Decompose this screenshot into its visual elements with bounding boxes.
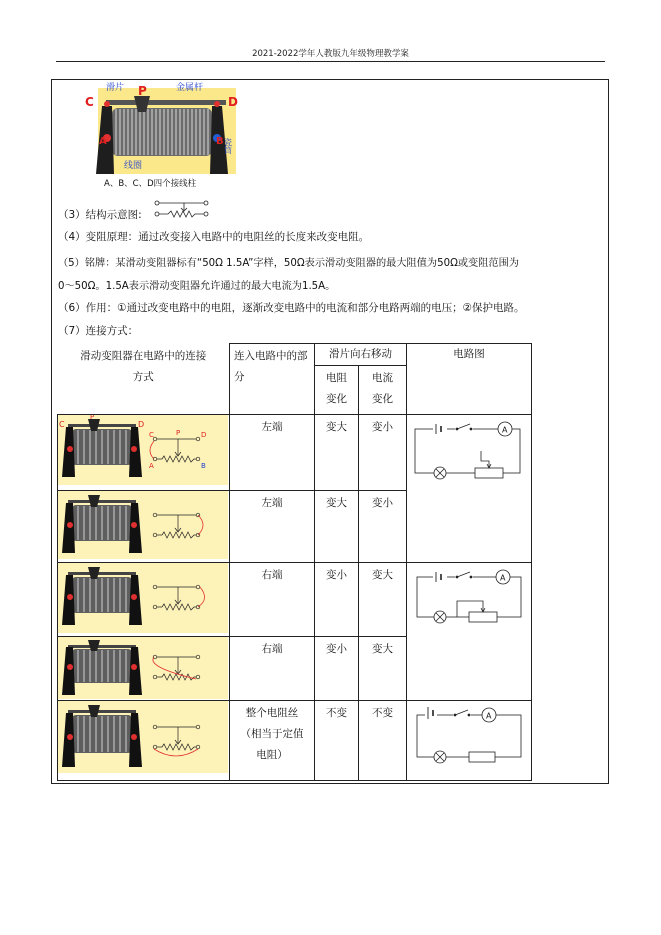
- row2-part: 左端: [230, 491, 315, 563]
- row3-resistance: 变小: [315, 563, 359, 637]
- figure-label-d: D: [228, 95, 238, 109]
- row4-current: 变大: [359, 637, 407, 701]
- row1-part: 左端: [230, 415, 315, 491]
- rheostat-photo-cell: [58, 637, 230, 701]
- rheostat-photo: [58, 415, 228, 485]
- rheostat-photo: [58, 563, 228, 633]
- photo-b-inset: B: [201, 462, 206, 470]
- row2-resistance: 变大: [315, 491, 359, 563]
- figure-label-coil: 线圈: [124, 161, 143, 171]
- rheostat-photo: [58, 491, 228, 559]
- row1-resistance: 变大: [315, 415, 359, 491]
- row1-current: 变小: [359, 415, 407, 491]
- circuit-diagram-3: [407, 703, 530, 771]
- figure-label-a: A: [99, 136, 107, 147]
- item-structure: （3）结构示意图:: [58, 209, 142, 221]
- figure-label-p: P: [138, 84, 147, 98]
- photo-p-inset: P: [176, 429, 181, 437]
- figure-label-rod: 金属杆: [176, 83, 204, 93]
- header-rule: [56, 61, 605, 62]
- header-circuit: 电路图: [407, 344, 532, 415]
- figure-label-c: C: [85, 95, 94, 109]
- photo-d-inset: D: [201, 431, 207, 439]
- header-current: 电流变化: [359, 366, 407, 415]
- table-row: [58, 563, 532, 637]
- header-move: 滑片向右移动: [315, 344, 407, 366]
- rheostat-photo-cell: [58, 563, 230, 637]
- photo-d: D: [138, 420, 145, 429]
- row4-part: 右端: [230, 637, 315, 701]
- photo-a-inset: A: [149, 462, 154, 470]
- item-nameplate-line2: 0～50Ω。1.5A表示滑动变阻器允许通过的最大电流为1.5A。: [58, 281, 336, 292]
- figure-label-b: B: [216, 136, 224, 147]
- header-resistance: 电阻变化: [315, 366, 359, 415]
- row3-current: 变大: [359, 563, 407, 637]
- header-part: 连入电路中的部分: [230, 344, 315, 415]
- page-header: 2021-2022学年人教版九年级物理教学案: [252, 49, 409, 59]
- rheostat-photo-cell: [58, 701, 230, 781]
- circuit-diagram-2: [407, 565, 530, 627]
- row5-current: 不变: [359, 701, 407, 781]
- structure-diagram: [154, 199, 210, 219]
- circuit-diagram-1: [407, 417, 530, 487]
- item-principle: （4）变阻原理：通过改变接入电路中的电阻丝的长度来改变电阻。: [58, 231, 370, 243]
- row4-resistance: 变小: [315, 637, 359, 701]
- rheostat-photo: [58, 701, 228, 773]
- ammeter-label-2: A: [500, 573, 506, 583]
- item-connection: （7）连接方式：: [58, 325, 139, 337]
- rheostat-photo-cell: [58, 491, 230, 563]
- ammeter-label-1: A: [502, 425, 508, 435]
- circuit-cell-3: [407, 701, 532, 781]
- figure-label-slider: 滑片: [106, 83, 125, 93]
- rheostat-photo: [58, 637, 228, 699]
- row2-current: 变小: [359, 491, 407, 563]
- photo-c-inset: C: [149, 431, 154, 439]
- figure-label-tube: 瓷筒: [223, 138, 233, 154]
- ammeter-label-3: A: [486, 711, 492, 721]
- item-function: （6）作用：①通过改变电路中的电阻，逐渐改变电路中的电流和部分电路两端的电压；②保护电路。: [58, 302, 525, 314]
- item-nameplate-line1: （5）铭牌：某滑动变阻器标有“50Ω 1.5A”字样，50Ω表示滑动变阻器的最大阻值为50Ω或变阻范围为: [58, 258, 519, 269]
- table-row: [58, 701, 532, 781]
- circuit-cell-2: [407, 563, 532, 701]
- rheostat-photo-cell: [58, 415, 230, 491]
- row5-part: 整个电阻丝（相当于定值电阻）: [230, 701, 315, 781]
- row3-part: 右端: [230, 563, 315, 637]
- connection-table: [57, 343, 532, 781]
- circuit-cell-1: [407, 415, 532, 563]
- figure-caption: A、B、C、D四个接线柱: [104, 179, 197, 189]
- photo-p: P: [90, 415, 95, 421]
- row5-resistance: 不变: [315, 701, 359, 781]
- table-row: [58, 415, 532, 491]
- header-method: 滑动变阻器在电路中的连接方式: [58, 344, 230, 415]
- photo-c: C: [59, 420, 65, 429]
- rheostat-figure: [82, 82, 242, 190]
